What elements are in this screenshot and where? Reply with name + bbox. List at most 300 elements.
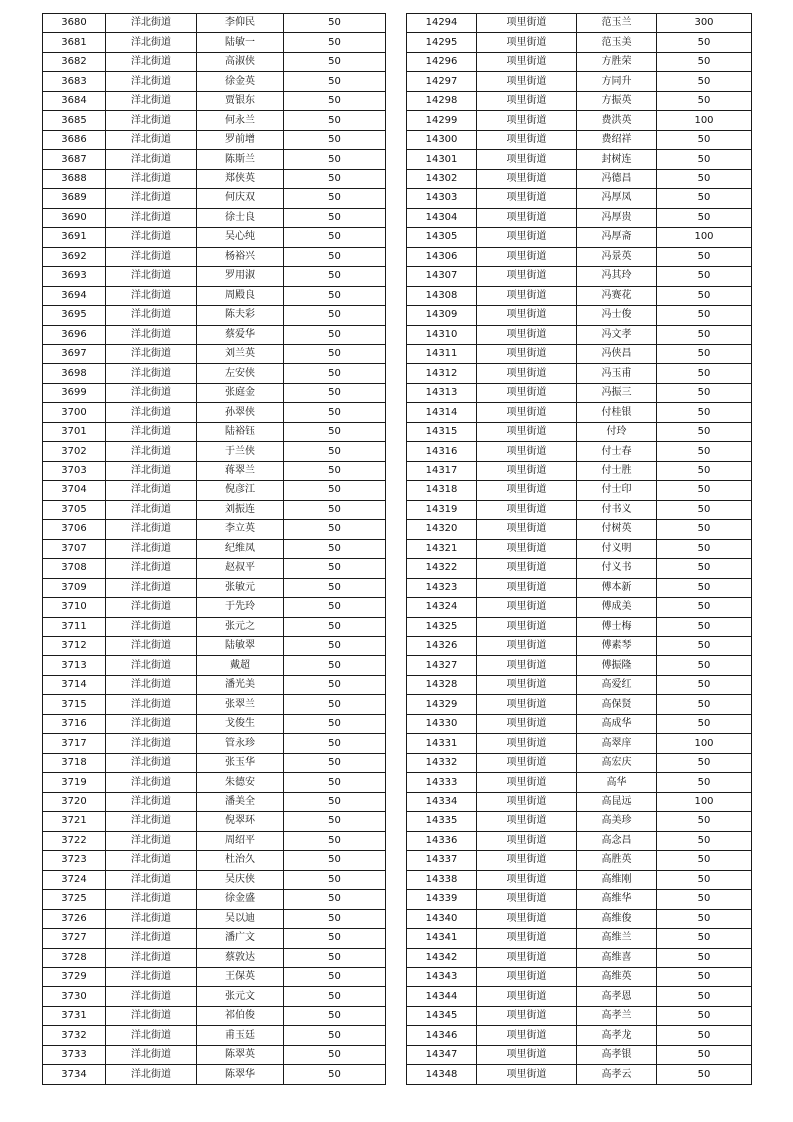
table-row — [43, 792, 386, 811]
amount-cell: 50 — [657, 325, 752, 344]
table-row — [43, 403, 386, 422]
person-name-cell: 倪彦江 — [197, 481, 284, 500]
subdistrict-cell: 项里街道 — [477, 637, 577, 656]
table-row — [43, 422, 386, 441]
person-name-cell: 陆裕钰 — [197, 422, 284, 441]
person-name-cell: 付士春 — [577, 442, 657, 461]
row-number-cell: 14303 — [407, 189, 477, 208]
amount-cell: 50 — [657, 753, 752, 772]
subdistrict-cell: 项里街道 — [477, 189, 577, 208]
row-number-cell: 14323 — [407, 578, 477, 597]
row-number-cell: 14345 — [407, 1006, 477, 1025]
row-number-cell: 14324 — [407, 598, 477, 617]
table-row — [407, 306, 752, 325]
amount-cell: 50 — [657, 559, 752, 578]
amount-cell: 50 — [657, 91, 752, 110]
amount-cell: 50 — [657, 364, 752, 383]
row-number-cell: 3704 — [43, 481, 106, 500]
row-number-cell: 3709 — [43, 578, 106, 597]
subdistrict-cell: 洋北街道 — [106, 520, 197, 539]
person-name-cell: 李仰民 — [197, 14, 284, 33]
amount-cell: 50 — [284, 286, 386, 305]
row-number-cell: 3714 — [43, 675, 106, 694]
row-number-cell: 3716 — [43, 714, 106, 733]
table-row — [43, 929, 386, 948]
row-number-cell: 14305 — [407, 228, 477, 247]
subdistrict-cell: 项里街道 — [477, 130, 577, 149]
amount-cell: 50 — [284, 870, 386, 889]
subdistrict-cell: 项里街道 — [477, 344, 577, 363]
row-number-cell: 14299 — [407, 111, 477, 130]
subdistrict-cell: 项里街道 — [477, 792, 577, 811]
table-row — [43, 52, 386, 71]
row-number-cell: 3683 — [43, 72, 106, 91]
table-row — [43, 890, 386, 909]
subdistrict-cell: 项里街道 — [477, 578, 577, 597]
row-number-cell: 14316 — [407, 442, 477, 461]
amount-cell: 50 — [657, 675, 752, 694]
row-number-cell: 3699 — [43, 383, 106, 402]
row-number-cell: 3724 — [43, 870, 106, 889]
person-name-cell: 于兰侠 — [197, 442, 284, 461]
amount-cell: 50 — [284, 169, 386, 188]
table-row — [407, 130, 752, 149]
table-row — [43, 812, 386, 831]
table-row — [407, 1026, 752, 1045]
subdistrict-cell: 洋北街道 — [106, 33, 197, 52]
row-number-cell: 3681 — [43, 33, 106, 52]
row-number-cell: 14322 — [407, 559, 477, 578]
row-number-cell: 14338 — [407, 870, 477, 889]
row-number-cell: 3687 — [43, 150, 106, 169]
right-roster-table — [406, 13, 752, 1085]
subdistrict-cell: 项里街道 — [477, 520, 577, 539]
subdistrict-cell: 项里街道 — [477, 831, 577, 850]
amount-cell: 50 — [284, 150, 386, 169]
row-number-cell: 3732 — [43, 1026, 106, 1045]
amount-cell: 50 — [284, 247, 386, 266]
subdistrict-cell: 洋北街道 — [106, 1006, 197, 1025]
subdistrict-cell: 项里街道 — [477, 675, 577, 694]
amount-cell: 50 — [657, 72, 752, 91]
subdistrict-cell: 项里街道 — [477, 364, 577, 383]
table-row — [407, 909, 752, 928]
row-number-cell: 14312 — [407, 364, 477, 383]
subdistrict-cell: 项里街道 — [477, 1045, 577, 1064]
table-row — [43, 637, 386, 656]
subdistrict-cell: 洋北街道 — [106, 383, 197, 402]
amount-cell: 50 — [657, 306, 752, 325]
table-row — [407, 890, 752, 909]
table-row — [407, 344, 752, 363]
row-number-cell: 14296 — [407, 52, 477, 71]
person-name-cell: 冯德昌 — [577, 169, 657, 188]
person-name-cell: 徐金英 — [197, 72, 284, 91]
subdistrict-cell: 项里街道 — [477, 228, 577, 247]
person-name-cell: 冯士俊 — [577, 306, 657, 325]
subdistrict-cell: 项里街道 — [477, 247, 577, 266]
person-name-cell: 王保英 — [197, 967, 284, 986]
row-number-cell: 14341 — [407, 929, 477, 948]
person-name-cell: 陆敏翠 — [197, 637, 284, 656]
amount-cell: 50 — [284, 422, 386, 441]
person-name-cell: 付玲 — [577, 422, 657, 441]
person-name-cell: 高成华 — [577, 714, 657, 733]
amount-cell: 50 — [657, 520, 752, 539]
amount-cell: 50 — [657, 1026, 752, 1045]
person-name-cell: 罗前增 — [197, 130, 284, 149]
person-name-cell: 高华 — [577, 773, 657, 792]
amount-cell: 50 — [284, 1045, 386, 1064]
table-row — [43, 383, 386, 402]
amount-cell: 50 — [284, 364, 386, 383]
person-name-cell: 傅士梅 — [577, 617, 657, 636]
person-name-cell: 左安侠 — [197, 364, 284, 383]
subdistrict-cell: 项里街道 — [477, 734, 577, 753]
amount-cell: 300 — [657, 14, 752, 33]
subdistrict-cell: 洋北街道 — [106, 734, 197, 753]
table-row — [407, 637, 752, 656]
table-row — [43, 33, 386, 52]
table-row — [43, 267, 386, 286]
table-row — [407, 1045, 752, 1064]
table-row — [43, 344, 386, 363]
amount-cell: 50 — [284, 325, 386, 344]
row-number-cell: 14304 — [407, 208, 477, 227]
amount-cell: 50 — [657, 695, 752, 714]
table-row — [43, 948, 386, 967]
person-name-cell: 甫玉廷 — [197, 1026, 284, 1045]
table-row — [43, 520, 386, 539]
row-number-cell: 14337 — [407, 851, 477, 870]
person-name-cell: 冯侠昌 — [577, 344, 657, 363]
row-number-cell: 14348 — [407, 1065, 477, 1084]
subdistrict-cell: 洋北街道 — [106, 189, 197, 208]
table-row — [407, 675, 752, 694]
person-name-cell: 范玉兰 — [577, 14, 657, 33]
person-name-cell: 张玉华 — [197, 753, 284, 772]
person-name-cell: 倪翠环 — [197, 812, 284, 831]
row-number-cell: 14346 — [407, 1026, 477, 1045]
subdistrict-cell: 项里街道 — [477, 500, 577, 519]
amount-cell: 50 — [657, 500, 752, 519]
amount-cell: 50 — [657, 1006, 752, 1025]
row-number-cell: 14344 — [407, 987, 477, 1006]
subdistrict-cell: 洋北街道 — [106, 325, 197, 344]
amount-cell: 50 — [284, 461, 386, 480]
amount-cell: 50 — [657, 812, 752, 831]
subdistrict-cell: 洋北街道 — [106, 909, 197, 928]
table-row — [43, 91, 386, 110]
amount-cell: 50 — [657, 442, 752, 461]
person-name-cell: 张元文 — [197, 987, 284, 1006]
table-row — [407, 150, 752, 169]
left-roster-body — [43, 14, 386, 1085]
row-number-cell: 14317 — [407, 461, 477, 480]
row-number-cell: 3696 — [43, 325, 106, 344]
subdistrict-cell: 洋北街道 — [106, 675, 197, 694]
row-number-cell: 14298 — [407, 91, 477, 110]
row-number-cell: 14301 — [407, 150, 477, 169]
person-name-cell: 何永兰 — [197, 111, 284, 130]
subdistrict-cell: 洋北街道 — [106, 481, 197, 500]
amount-cell: 50 — [284, 306, 386, 325]
amount-cell: 50 — [284, 520, 386, 539]
table-row — [43, 1026, 386, 1045]
table-row — [407, 461, 752, 480]
row-number-cell: 3705 — [43, 500, 106, 519]
amount-cell: 50 — [284, 948, 386, 967]
person-name-cell: 高念昌 — [577, 831, 657, 850]
row-number-cell: 14311 — [407, 344, 477, 363]
table-row — [407, 578, 752, 597]
subdistrict-cell: 项里街道 — [477, 617, 577, 636]
row-number-cell: 3685 — [43, 111, 106, 130]
amount-cell: 50 — [284, 1065, 386, 1084]
table-row — [43, 150, 386, 169]
person-name-cell: 纪维凤 — [197, 539, 284, 558]
row-number-cell: 3727 — [43, 929, 106, 948]
person-name-cell: 赵叔平 — [197, 559, 284, 578]
person-name-cell: 徐金盛 — [197, 890, 284, 909]
person-name-cell: 方同升 — [577, 72, 657, 91]
row-number-cell: 3720 — [43, 792, 106, 811]
amount-cell: 50 — [284, 851, 386, 870]
amount-cell: 50 — [284, 72, 386, 91]
amount-cell: 50 — [284, 481, 386, 500]
row-number-cell: 3697 — [43, 344, 106, 363]
row-number-cell: 3692 — [43, 247, 106, 266]
amount-cell: 50 — [657, 851, 752, 870]
row-number-cell: 14314 — [407, 403, 477, 422]
amount-cell: 50 — [657, 578, 752, 597]
person-name-cell: 付义书 — [577, 559, 657, 578]
amount-cell: 100 — [657, 111, 752, 130]
subdistrict-cell: 洋北街道 — [106, 929, 197, 948]
subdistrict-cell: 洋北街道 — [106, 1026, 197, 1045]
table-row — [43, 578, 386, 597]
row-number-cell: 3701 — [43, 422, 106, 441]
row-number-cell: 14340 — [407, 909, 477, 928]
row-number-cell: 14300 — [407, 130, 477, 149]
subdistrict-cell: 洋北街道 — [106, 52, 197, 71]
subdistrict-cell: 项里街道 — [477, 403, 577, 422]
person-name-cell: 潘光美 — [197, 675, 284, 694]
subdistrict-cell: 洋北街道 — [106, 559, 197, 578]
person-name-cell: 郑侠英 — [197, 169, 284, 188]
row-number-cell: 14297 — [407, 72, 477, 91]
table-row — [43, 189, 386, 208]
table-row — [43, 72, 386, 91]
person-name-cell: 吴庆侠 — [197, 870, 284, 889]
row-number-cell: 3706 — [43, 520, 106, 539]
subdistrict-cell: 洋北街道 — [106, 714, 197, 733]
table-row — [407, 364, 752, 383]
person-name-cell: 高孝银 — [577, 1045, 657, 1064]
row-number-cell: 3702 — [43, 442, 106, 461]
table-row — [407, 520, 752, 539]
subdistrict-cell: 洋北街道 — [106, 403, 197, 422]
row-number-cell: 3711 — [43, 617, 106, 636]
row-number-cell: 14330 — [407, 714, 477, 733]
person-name-cell: 朱德安 — [197, 773, 284, 792]
amount-cell: 50 — [657, 52, 752, 71]
table-row — [43, 909, 386, 928]
table-row — [407, 714, 752, 733]
person-name-cell: 潘美全 — [197, 792, 284, 811]
person-name-cell: 刘兰英 — [197, 344, 284, 363]
table-row — [43, 228, 386, 247]
row-number-cell: 3731 — [43, 1006, 106, 1025]
table-row — [407, 267, 752, 286]
subdistrict-cell: 洋北街道 — [106, 1045, 197, 1064]
table-row — [43, 306, 386, 325]
subdistrict-cell: 洋北街道 — [106, 851, 197, 870]
person-name-cell: 高翠庠 — [577, 734, 657, 753]
person-name-cell: 高维华 — [577, 890, 657, 909]
person-name-cell: 冯厚斋 — [577, 228, 657, 247]
person-name-cell: 高维兰 — [577, 929, 657, 948]
person-name-cell: 傅本新 — [577, 578, 657, 597]
amount-cell: 50 — [657, 1045, 752, 1064]
subdistrict-cell: 项里街道 — [477, 812, 577, 831]
amount-cell: 50 — [657, 247, 752, 266]
amount-cell: 50 — [284, 228, 386, 247]
table-row — [407, 52, 752, 71]
amount-cell: 50 — [284, 267, 386, 286]
subdistrict-cell: 洋北街道 — [106, 500, 197, 519]
table-row — [407, 753, 752, 772]
table-row — [43, 481, 386, 500]
subdistrict-cell: 项里街道 — [477, 383, 577, 402]
table-row — [43, 967, 386, 986]
table-row — [407, 383, 752, 402]
subdistrict-cell: 洋北街道 — [106, 870, 197, 889]
person-name-cell: 高孝龙 — [577, 1026, 657, 1045]
row-number-cell: 3726 — [43, 909, 106, 928]
person-name-cell: 傅成美 — [577, 598, 657, 617]
amount-cell: 50 — [657, 617, 752, 636]
table-row — [407, 734, 752, 753]
subdistrict-cell: 项里街道 — [477, 33, 577, 52]
subdistrict-cell: 洋北街道 — [106, 306, 197, 325]
person-name-cell: 吴心纯 — [197, 228, 284, 247]
table-row — [407, 559, 752, 578]
row-number-cell: 14320 — [407, 520, 477, 539]
table-row — [407, 442, 752, 461]
subdistrict-cell: 洋北街道 — [106, 150, 197, 169]
subdistrict-cell: 洋北街道 — [106, 598, 197, 617]
amount-cell: 50 — [657, 831, 752, 850]
person-name-cell: 付桂银 — [577, 403, 657, 422]
amount-cell: 50 — [284, 383, 386, 402]
row-number-cell: 14334 — [407, 792, 477, 811]
row-number-cell: 3680 — [43, 14, 106, 33]
table-row — [43, 656, 386, 675]
subdistrict-cell: 项里街道 — [477, 656, 577, 675]
amount-cell: 50 — [284, 617, 386, 636]
person-name-cell: 何庆双 — [197, 189, 284, 208]
person-name-cell: 陈翠英 — [197, 1045, 284, 1064]
person-name-cell: 蔡爱华 — [197, 325, 284, 344]
amount-cell: 50 — [284, 111, 386, 130]
amount-cell: 50 — [284, 792, 386, 811]
table-row — [43, 851, 386, 870]
amount-cell: 50 — [284, 753, 386, 772]
row-number-cell: 3690 — [43, 208, 106, 227]
table-row — [43, 286, 386, 305]
subdistrict-cell: 洋北街道 — [106, 72, 197, 91]
amount-cell: 50 — [657, 267, 752, 286]
subdistrict-cell: 洋北街道 — [106, 169, 197, 188]
person-name-cell: 傅素琴 — [577, 637, 657, 656]
subdistrict-cell: 项里街道 — [477, 987, 577, 1006]
row-number-cell: 3729 — [43, 967, 106, 986]
amount-cell: 50 — [657, 656, 752, 675]
person-name-cell: 冯景英 — [577, 247, 657, 266]
table-row — [43, 208, 386, 227]
row-number-cell: 14309 — [407, 306, 477, 325]
subdistrict-cell: 洋北街道 — [106, 773, 197, 792]
person-name-cell: 高孝兰 — [577, 1006, 657, 1025]
table-row — [43, 14, 386, 33]
person-name-cell: 范玉美 — [577, 33, 657, 52]
amount-cell: 50 — [284, 578, 386, 597]
subdistrict-cell: 洋北街道 — [106, 228, 197, 247]
amount-cell: 50 — [657, 1065, 752, 1084]
person-name-cell: 付树英 — [577, 520, 657, 539]
amount-cell: 50 — [284, 714, 386, 733]
subdistrict-cell: 洋北街道 — [106, 247, 197, 266]
table-row — [407, 500, 752, 519]
table-row — [407, 14, 752, 33]
subdistrict-cell: 项里街道 — [477, 169, 577, 188]
amount-cell: 50 — [284, 442, 386, 461]
table-row — [407, 617, 752, 636]
amount-cell: 50 — [657, 909, 752, 928]
person-name-cell: 张元之 — [197, 617, 284, 636]
person-name-cell: 戈俊生 — [197, 714, 284, 733]
person-name-cell: 傅振隆 — [577, 656, 657, 675]
table-row — [43, 559, 386, 578]
person-name-cell: 高孝恩 — [577, 987, 657, 1006]
subdistrict-cell: 项里街道 — [477, 72, 577, 91]
amount-cell: 50 — [657, 33, 752, 52]
person-name-cell: 蒋翠兰 — [197, 461, 284, 480]
row-number-cell: 14328 — [407, 675, 477, 694]
table-row — [407, 870, 752, 889]
amount-cell: 50 — [657, 870, 752, 889]
person-name-cell: 于先玲 — [197, 598, 284, 617]
subdistrict-cell: 洋北街道 — [106, 792, 197, 811]
person-name-cell: 冯振三 — [577, 383, 657, 402]
row-number-cell: 3712 — [43, 637, 106, 656]
person-name-cell: 周绍平 — [197, 831, 284, 850]
person-name-cell: 冯赛花 — [577, 286, 657, 305]
table-row — [407, 539, 752, 558]
row-number-cell: 3684 — [43, 91, 106, 110]
subdistrict-cell: 项里街道 — [477, 461, 577, 480]
amount-cell: 50 — [284, 403, 386, 422]
person-name-cell: 罗用淑 — [197, 267, 284, 286]
person-name-cell: 高昆远 — [577, 792, 657, 811]
person-name-cell: 付士胜 — [577, 461, 657, 480]
row-number-cell: 14335 — [407, 812, 477, 831]
row-number-cell: 14319 — [407, 500, 477, 519]
table-row — [407, 33, 752, 52]
table-row — [407, 1065, 752, 1084]
right-roster-body — [407, 14, 752, 1085]
